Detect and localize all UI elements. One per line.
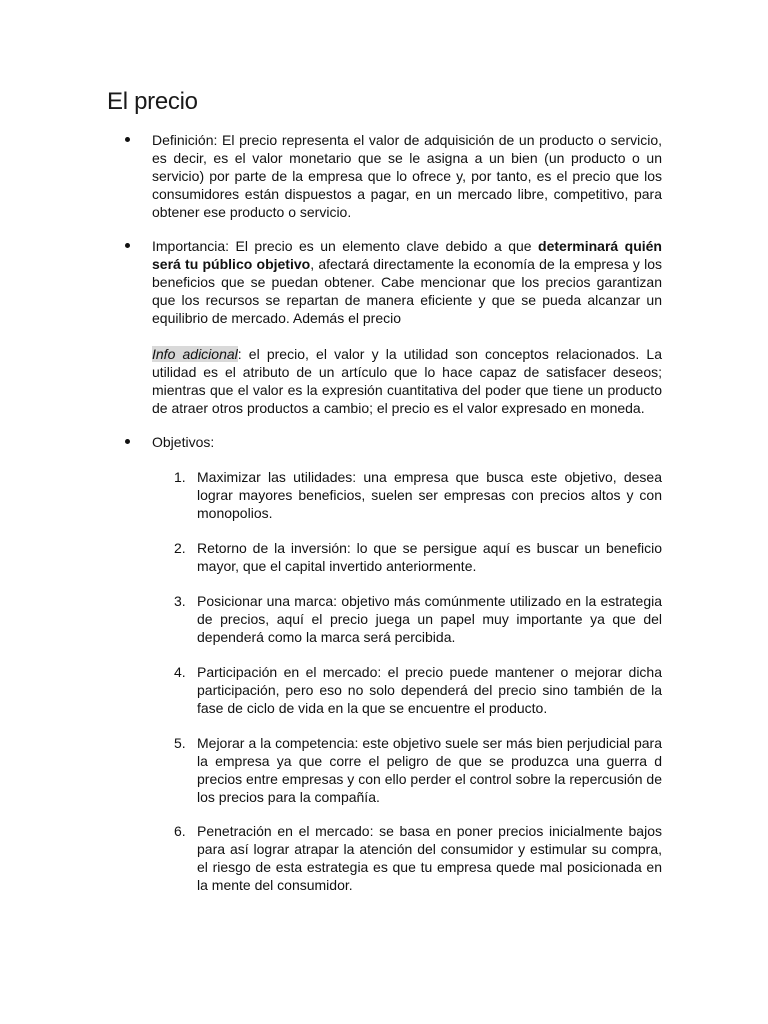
objetivos-heading: Objetivos: — [152, 434, 215, 450]
list-text: Retorno de la inversión: lo que se persigue aquí es buscar un beneficio mayor, que el capital invertido anteriormente. — [197, 540, 662, 574]
list-number: 1. — [174, 469, 186, 485]
info-adicional-paragraph — [152, 345, 662, 417]
bullet-marker — [125, 433, 133, 441]
list-item — [174, 468, 662, 522]
list-text: Penetración en el mercado: se basa en poner precios inicialmente bajos para así lograr atrapar la atención del consumidor y estimular su compra, el riesgo de esta estrategia es que tu empresa quede mal posicionada en la mente del consumidor. — [197, 823, 662, 893]
list-number: 2. — [174, 540, 186, 556]
list-text: Participación en el mercado: el precio puede mantener o mejorar dicha participación, pero eso no solo dependerá del precio sino también de la fase de ciclo de vida en la que se encuentre el producto. — [197, 664, 662, 716]
importancia-paragraph — [152, 237, 662, 327]
bullet-marker — [125, 237, 133, 245]
list-text: Mejorar a la competencia: este objetivo suele ser más bien perjudicial para la empresa ya que corre el peligro de que se produzca una guerra d precios entre empresas y con ello perder el control sobre la repercusión de los precios para la compañía. — [197, 735, 662, 805]
bullet-marker — [125, 131, 133, 139]
importancia-bold: determinará quién será tu público objetivo — [152, 238, 662, 272]
importancia-rest: , afectará directamente la economía de la empresa y los beneficios que se puedan obtener. Cabe mencionar que los precios garantizan que los recursos se repartan de manera eficiente y que se pueda alcanzar un equilibrio de mercado. Además el precio — [152, 256, 662, 326]
list-number: 4. — [174, 664, 186, 680]
info-adicional-text: : el precio, el valor y la utilidad son conceptos relacionados. La utilidad es el atributo de un artículo que lo hace capaz de satisfacer deseos; mientras que el valor es la expresión cuantitativa del poder que tiene un producto de atraer otros productos a cambio; el precio es el valor expresado en moneda. — [152, 346, 662, 416]
list-number: 6. — [174, 823, 186, 839]
list-item — [174, 822, 662, 894]
info-adicional-label: Info adicional — [152, 346, 238, 362]
importancia-lead: Importancia: El precio es un elemento clave debido a que — [152, 238, 539, 254]
list-item — [174, 539, 662, 575]
list-item — [174, 663, 662, 717]
list-text: Maximizar las utilidades: una empresa que busca este objetivo, desea lograr mayores beneficios, suelen ser empresas con precios altos y con monopolios. — [197, 469, 662, 521]
list-number: 5. — [174, 735, 186, 751]
list-number: 3. — [174, 593, 186, 609]
list-item — [174, 592, 662, 646]
page-title: El precio — [107, 88, 198, 115]
definicion-paragraph: Definición: El precio representa el valor de adquisición de un producto o servicio, es decir, es el valor monetario que se le asigna a un bien (un producto o un servicio) por parte de la empresa que lo ofrece y, por tanto, es el precio que los consumidores están dispuestos a pagar, en un mercado libre, competitivo, para obtener ese producto o servicio. — [152, 132, 662, 220]
list-item — [174, 734, 662, 806]
list-text: Posicionar una marca: objetivo más comúnmente utilizado en la estrategia de precios, aquí el precio juega un papel muy importante ya que del dependerá como la marca será percibida. — [197, 593, 662, 645]
